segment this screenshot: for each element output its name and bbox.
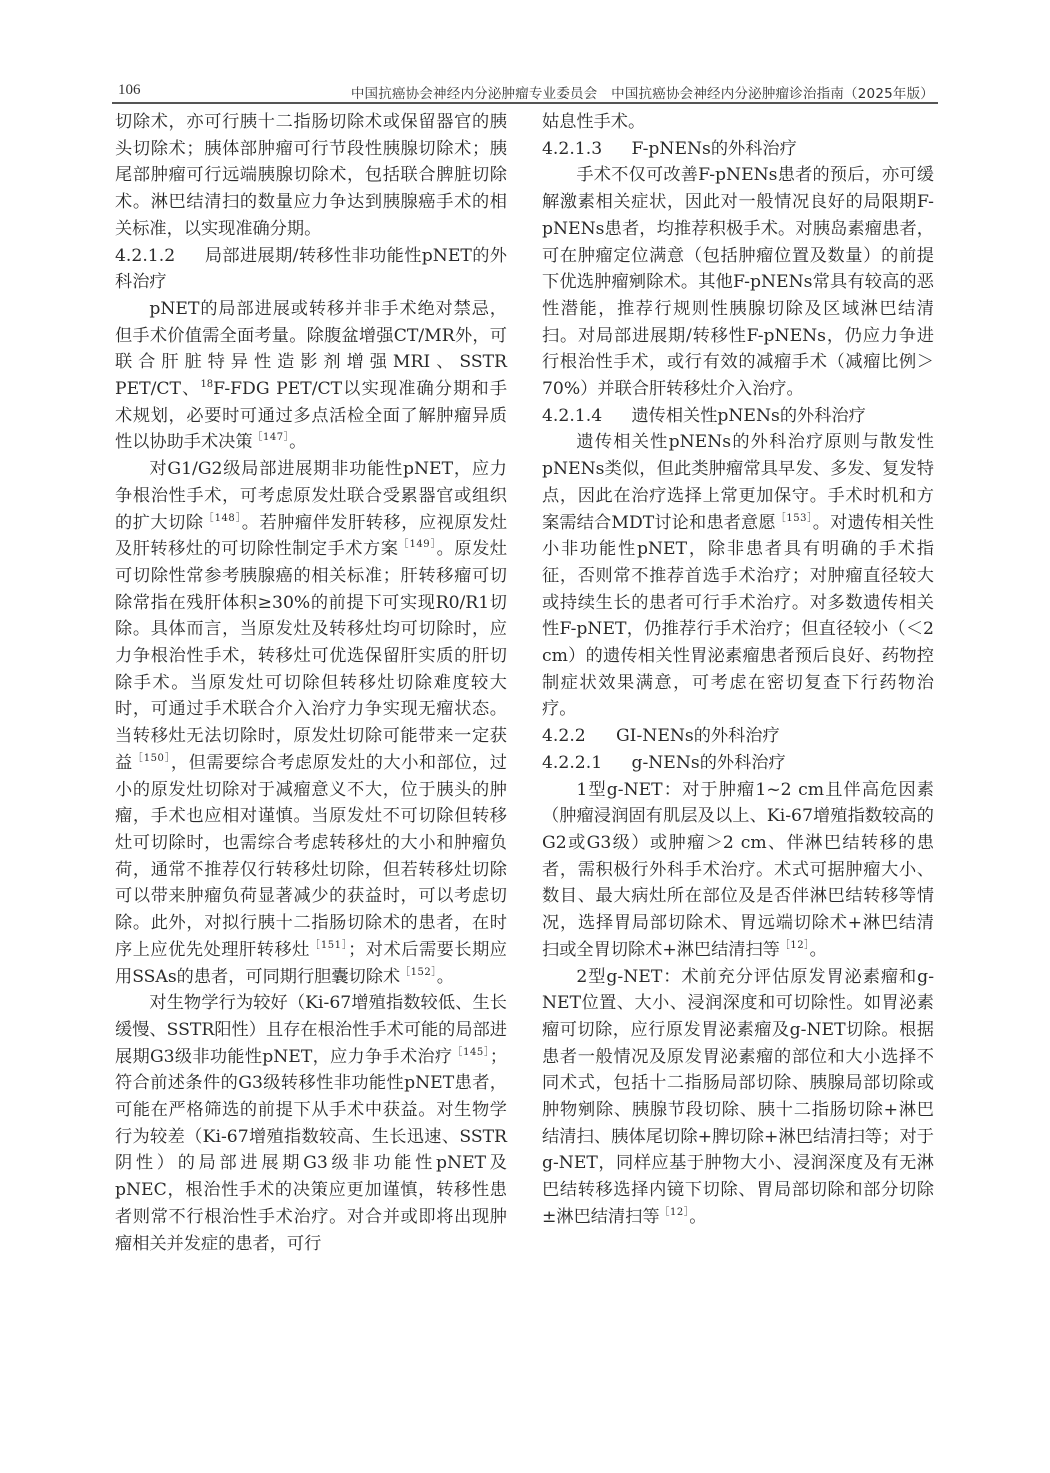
paragraph bbox=[115, 296, 507, 456]
section-title: 局部进展期/转移性非功能性pNET的外科治疗 bbox=[115, 245, 507, 293]
paragraph bbox=[542, 429, 934, 723]
text: F-FDG PET/CT以实现准确分期和手术规划，必要时可通过多点活检全面了解肿瘤异质性以协助手术决策 bbox=[115, 379, 508, 453]
text: 。 bbox=[689, 1206, 707, 1227]
paragraph: 姑息性手术。 bbox=[542, 112, 646, 132]
section-heading-4-2-1-3 bbox=[542, 136, 934, 163]
paragraph bbox=[115, 456, 507, 990]
text: 。 bbox=[809, 939, 827, 960]
section-title: 遗传相关性pNENs的外科治疗 bbox=[631, 405, 866, 426]
citation: ［151］ bbox=[309, 939, 349, 951]
text: 对G1/G2级局部进展期非功能性pNET，应力争根治性手术，可考虑原发灶联合受累器官或组织的扩大切除 bbox=[115, 459, 507, 533]
section-number: 4.2.2.1 bbox=[542, 752, 603, 773]
section-number: 4.2.2 bbox=[542, 726, 586, 747]
citation: ［152］ bbox=[400, 966, 437, 978]
text: ，但需要综合考虑原发灶的大小和部位，过小的原发灶切除对于减瘤意义不大，位于胰头的肿瘤，手术也应相对谨慎。当原发灶不可切除但转移灶可切除时，也需综合考虑转移灶的大小和肿瘤负荷，通常不推荐仅行转移灶切除，但若转移灶切除可以带来肿瘤负荷显著减少的获益时，可以考虑切除。此外，对拟行胰十二指肠切除术的患者，在时序上应优先处理肝转移灶 bbox=[115, 752, 507, 960]
paragraph bbox=[115, 990, 507, 1257]
citation: ［149］ bbox=[398, 539, 437, 551]
citation: ［150］ bbox=[132, 752, 171, 764]
section-heading-4-2-2-1 bbox=[542, 750, 934, 777]
citation: ［145］ bbox=[452, 1046, 490, 1058]
paragraph: 切除术，亦可行胰十二指肠切除术或保留器官的胰头切除术；胰体部肿瘤可行节段性胰腺切除术；胰尾部肿瘤可行远端胰腺切除术，包括联合脾脏切除术。淋巴结清扫的数量应力争达到胰腺癌手术的相关标准，以实现准确分期。 bbox=[115, 112, 507, 239]
text: pNET的局部进展或转移并非手术绝对禁忌，但手术价值需全面考量。除腹盆增强CT/MR外，可联合肝脏特异性造影剂增强MRI、SSTR PET/CT、 bbox=[115, 298, 507, 400]
citation: ［12］ bbox=[659, 1206, 690, 1218]
paragraph: 手术不仅可改善F-pNENs患者的预后，亦可缓解激素相关症状，因此对一般情况良好的局限期F-pNENs患者，均推荐积极手术。对胰岛素瘤患者，可在肿瘤定位满意（包括肿瘤位置及数量）的前提下优选肿瘤剜除术。其他F-pNENs常具有较高的恶性潜能，推荐行规则性胰腺切除及区域淋巴结清扫。对局部进展期/转移性F-pNENs，仍应力争进行根治性手术，或行有效的减瘤手术（减瘤比例＞70%）并联合肝转移灶介入治疗。 bbox=[542, 165, 934, 400]
citation: ［153］ bbox=[775, 512, 813, 524]
text: 。 bbox=[436, 966, 454, 987]
superscript: 18 bbox=[200, 379, 214, 391]
section-number: 4.2.1.3 bbox=[542, 138, 603, 159]
text: 2型g-NET：术前充分评估原发胃泌素瘤和g-NET位置、大小、浸润深度和可切除性。如胃泌素瘤可切除，应行原发胃泌素瘤及g-NET切除。根据患者一般情况及原发胃泌素瘤的部位和大小选择不同术式，包括十二指肠局部切除、胰腺局部切除或肿物剜除、胰腺节段切除、胰十二指肠切除+淋巴结清扫、胰体尾切除+脾切除+淋巴结清扫等；对于g-NET，同样应基于肿物大小、浸润深度及有无淋巴结转移选择内镜下切除、胃局部切除和部分切除±淋巴结清扫等 bbox=[542, 966, 934, 1227]
citation: ［148］ bbox=[203, 512, 242, 524]
page-number: 106 bbox=[118, 82, 141, 98]
section-title: g-NENs的外科治疗 bbox=[631, 752, 786, 773]
text: ；对术后需要长期应用SSAs的患者，可同期行胆囊切除术 bbox=[115, 939, 507, 987]
citation: ［12］ bbox=[779, 939, 810, 951]
right-column bbox=[542, 109, 934, 1231]
paragraph bbox=[542, 964, 934, 1231]
text: 。 bbox=[289, 432, 307, 453]
section-heading-4-2-1-2 bbox=[115, 243, 507, 296]
text: 1型g-NET：对于肿瘤1~2 cm且伴高危因素（肿瘤浸润固有肌层及以上、Ki-67增殖指数较高的G2或G3级）或肿瘤＞2 cm、伴淋巴结转移的患者，需积极行外科手术治疗。术式可据肿瘤大小、数目、最大病灶所在部位及是否伴淋巴结转移等情况，选择胃局部切除术、胃远端切除术+淋巴结清扫或全胃切除术+淋巴结清扫等 bbox=[542, 779, 934, 960]
left-column bbox=[115, 109, 507, 1257]
section-number: 4.2.1.4 bbox=[542, 405, 603, 426]
text: 遗传相关性pNENs的外科治疗原则与散发性pNENs类似，但此类肿瘤常具早发、多发、复发特点，因此在治疗选择上常更加保守。手术时机和方案需结合MDT讨论和患者意愿 bbox=[542, 432, 934, 533]
section-title: GI-NENs的外科治疗 bbox=[615, 726, 780, 747]
section-heading-4-2-1-4 bbox=[542, 403, 934, 430]
text: 。对遗传相关性小非功能性pNET，除非患者具有明确的手术指征，否则常不推荐首选手术治疗；对肿瘤直径较大或持续生长的患者可行手术治疗。对多数遗传相关性F-pNET，仍推荐行手术治疗；但直径较小（＜2 cm）的遗传相关性胃泌素瘤患者预后良好、药物控制症状效果满意，可考虑在密切复查下行药物治疗。 bbox=[542, 512, 934, 720]
text: 。原发灶可切除性常参考胰腺癌的相关标准；肝转移瘤可切除常指在残肝体积≥30%的前提下可实现R0/R1切除。具体而言，当原发灶及转移灶均可切除时，应力争根治性手术，转移灶可优选保留肝实质的肝切除手术。当原发灶可切除但转移灶切除难度较大时，可通过手术联合介入治疗力争实现无瘤状态。当转移灶无法切除时，原发灶切除可能带来一定获益 bbox=[115, 539, 507, 773]
running-title: 中国抗癌协会神经内分泌肿瘤专业委员会 中国抗癌协会神经内分泌肿瘤诊治指南（2025年版） bbox=[350, 86, 934, 102]
section-heading-4-2-2 bbox=[542, 723, 934, 750]
paragraph bbox=[542, 777, 934, 964]
text: 对生物学行为较好（Ki-67增殖指数较低、生长缓慢、SSTR阳性）且存在根治性手术可能的局部进展期G3级非功能性pNET，应力争手术治疗 bbox=[115, 993, 507, 1067]
section-number: 4.2.1.2 bbox=[115, 245, 176, 266]
citation: ［147］ bbox=[252, 432, 290, 444]
text: ；符合前述条件的G3级转移性非功能性pNET患者，可能在严格筛选的前提下从手术中获益。对生物学行为较差（Ki-67增殖指数较高、生长迅速、SSTR阴性）的局部进展期G3级非功能性pNET及pNEC，根治性手术的决策应更加谨慎，转移性患者则常不行根治性手术治疗。对合并或即将出现肿瘤相关并发症的患者，可行 bbox=[115, 1046, 508, 1254]
text: 。若肿瘤伴发肝转移，应视原发灶及肝转移灶的可切除性制定手术方案 bbox=[115, 512, 507, 560]
page-header bbox=[112, 80, 938, 104]
section-title: F-pNENs的外科治疗 bbox=[631, 138, 797, 159]
